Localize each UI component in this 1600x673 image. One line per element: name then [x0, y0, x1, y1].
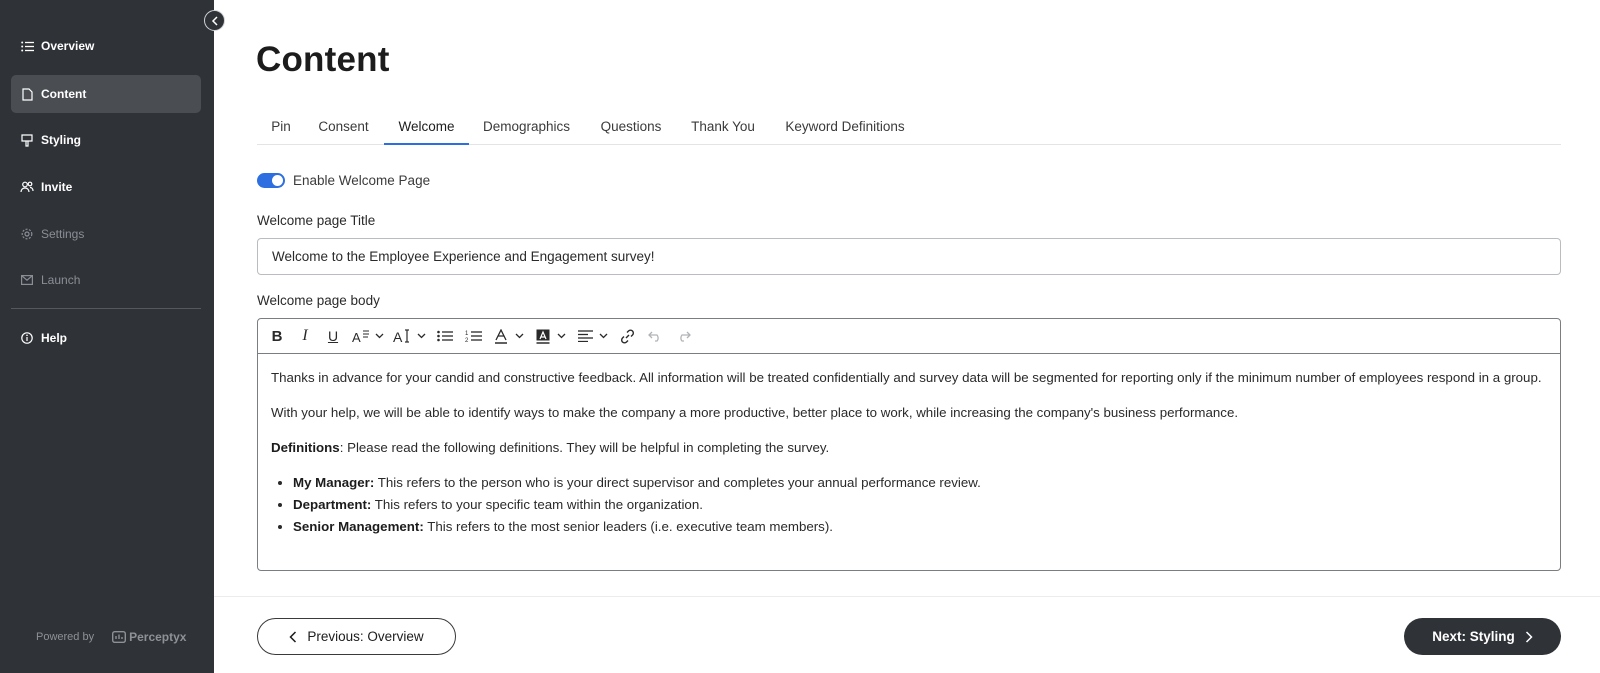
chevron-down-icon: [417, 333, 426, 339]
font-family-dropdown[interactable]: [374, 324, 384, 348]
sidebar-item-launch[interactable]: [11, 261, 201, 299]
previous-button-label: Previous: Overview: [307, 629, 424, 644]
font-size-dropdown[interactable]: [416, 324, 426, 348]
sidebar-item-label: Content: [41, 87, 87, 101]
chevron-down-icon: [375, 333, 384, 339]
redo-button[interactable]: [672, 324, 694, 348]
sidebar-item-help[interactable]: [11, 319, 201, 357]
sidebar-item-label: Launch: [41, 273, 81, 287]
highlight-color-dropdown[interactable]: [556, 324, 566, 348]
svg-text:A: A: [393, 329, 403, 343]
title-field-label: Welcome page Title: [257, 213, 376, 228]
sidebar-item-settings[interactable]: [11, 215, 201, 253]
svg-text:A: A: [352, 330, 361, 343]
tab-bar: [257, 108, 1561, 145]
highlight-color-button[interactable]: [532, 324, 554, 348]
svg-text:1: 1: [464, 331, 468, 337]
sidebar: [0, 0, 214, 673]
list-item: [293, 516, 1547, 538]
tab-keyword-definitions[interactable]: Keyword Definitions: [785, 119, 905, 134]
undo-button[interactable]: [644, 324, 666, 348]
sidebar-item-content[interactable]: [11, 75, 201, 113]
page-title: Content: [256, 40, 390, 79]
italic-button[interactable]: [294, 324, 316, 348]
chevron-down-icon: [557, 333, 566, 339]
brand-name: Perceptyx: [129, 630, 187, 644]
enable-welcome-toggle[interactable]: [257, 173, 285, 188]
footer-divider: [214, 596, 1600, 597]
chevron-left-icon: [289, 631, 297, 643]
powered-by-text: Powered by: [36, 631, 95, 643]
link-button[interactable]: [616, 324, 638, 348]
list-icon: [20, 39, 34, 53]
mail-icon: [20, 273, 34, 287]
tab-questions[interactable]: Questions: [600, 119, 662, 134]
sidebar-item-label: Settings: [41, 227, 85, 241]
gear-icon: [20, 227, 34, 241]
welcome-title-input[interactable]: [257, 238, 1561, 275]
info-icon: [20, 331, 34, 345]
underline-button[interactable]: [322, 324, 344, 348]
sidebar-divider: [11, 308, 201, 309]
collapse-sidebar-button[interactable]: [204, 10, 225, 31]
font-size-button[interactable]: [392, 324, 414, 348]
undo-icon: [648, 331, 663, 342]
sidebar-item-styling[interactable]: [11, 121, 201, 159]
tab-pin[interactable]: Pin: [271, 119, 291, 134]
align-left-icon: [578, 330, 593, 342]
text-color-button[interactable]: [490, 324, 512, 348]
definitions-paragraph: [271, 437, 1547, 459]
editor-content[interactable]: [258, 354, 1560, 538]
brand-icon: [112, 631, 126, 643]
bullet-list-icon: [437, 330, 453, 342]
tab-demographics[interactable]: Demographics: [482, 119, 571, 134]
chevron-right-icon: [1525, 631, 1533, 643]
definitions-heading: Definitions: [271, 440, 340, 455]
bold-icon: B: [271, 327, 283, 345]
previous-button[interactable]: [257, 618, 456, 655]
font-size-icon: [393, 329, 413, 343]
sidebar-item-label: Help: [41, 331, 68, 345]
body-paragraph: Thanks in advance for your candid and constructive feedback. All information will be treated confidentially and survey data will be segmented for reporting only if the minimum number of employees respond in a group.: [271, 370, 1542, 385]
chevron-down-icon: [599, 333, 608, 339]
users-icon: [20, 180, 34, 194]
svg-text:2: 2: [464, 338, 468, 343]
next-button-label: Next: Styling: [1432, 629, 1515, 644]
definition-term: My Manager:: [293, 475, 375, 490]
align-dropdown[interactable]: [598, 324, 608, 348]
link-icon: [620, 329, 635, 344]
definition-text: This refers to the person who is your direct supervisor and completes your annual performance review.: [374, 475, 981, 490]
bullet-list-button[interactable]: [434, 324, 456, 348]
sidebar-item-invite[interactable]: [11, 168, 201, 206]
numbered-list-button[interactable]: [462, 324, 484, 348]
document-icon: [20, 87, 34, 101]
enable-welcome-row: [257, 173, 430, 188]
definitions-list: [293, 472, 1547, 538]
powered-by: [36, 630, 186, 644]
definition-text: This refers to the most senior leaders (i.e. executive team members).: [423, 519, 833, 534]
body-paragraph: With your help, we will be able to identify ways to make the company a more productive, better place to work, while increasing the company's business performance.: [271, 405, 1239, 420]
editor-toolbar: [258, 319, 1560, 354]
list-item: [293, 472, 1547, 494]
font-family-icon: [352, 329, 370, 343]
chevron-down-icon: [515, 333, 524, 339]
tab-welcome[interactable]: Welcome: [384, 108, 469, 145]
next-button[interactable]: [1404, 618, 1561, 655]
list-item: [293, 494, 1547, 516]
text-color-icon: [494, 329, 508, 344]
sidebar-item-label: Invite: [41, 180, 73, 194]
definitions-intro: : Please read the following definitions. They will be helpful in completing the survey.: [339, 440, 830, 455]
tab-thank-you[interactable]: Thank You: [691, 119, 755, 134]
brand-logo: [112, 630, 186, 644]
definition-term: Senior Management:: [293, 519, 424, 534]
align-button[interactable]: [574, 324, 596, 348]
definition-term: Department:: [293, 497, 372, 512]
highlight-color-icon: [536, 329, 550, 344]
definition-text: This refers to your specific team within the organization.: [371, 497, 703, 512]
sidebar-item-label: Styling: [41, 133, 82, 147]
body-field-label: Welcome page body: [257, 293, 380, 308]
redo-icon: [676, 331, 691, 342]
underline-icon: U: [327, 328, 339, 344]
sidebar-item-overview[interactable]: [11, 27, 201, 65]
enable-welcome-label: Enable Welcome Page: [293, 173, 431, 188]
numbered-list-icon: [465, 329, 482, 343]
italic-icon: I: [302, 327, 308, 344]
sidebar-item-label: Overview: [41, 39, 95, 53]
text-color-dropdown[interactable]: [514, 324, 524, 348]
bold-button[interactable]: [266, 324, 288, 348]
tab-consent[interactable]: Consent: [318, 119, 369, 134]
font-family-button[interactable]: [350, 324, 372, 348]
brush-icon: [20, 133, 34, 147]
rich-text-editor: [257, 318, 1561, 571]
chevron-left-icon: [211, 16, 219, 26]
